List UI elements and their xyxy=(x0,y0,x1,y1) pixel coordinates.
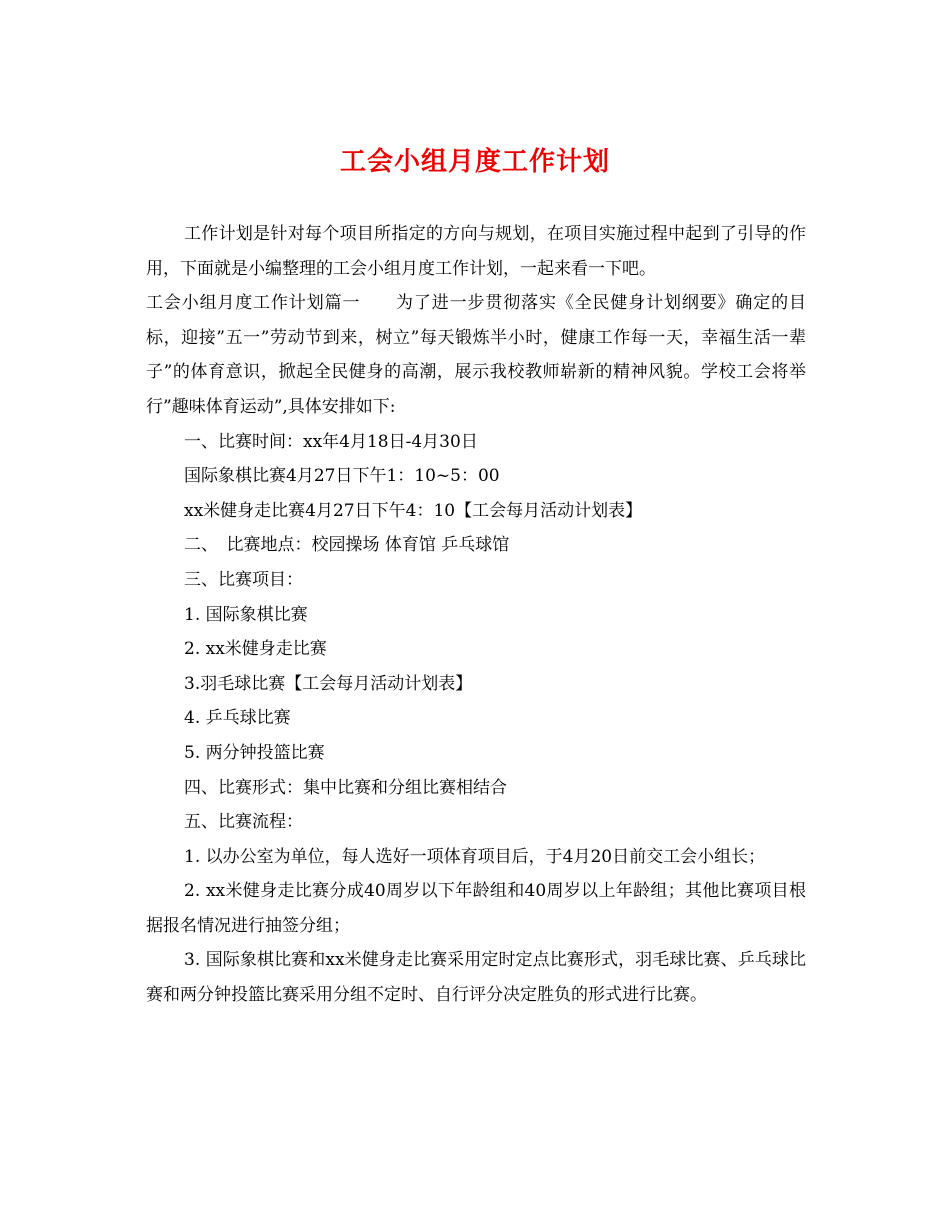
process-step: 1. 以办公室为单位，每人选好一项体育项目后，于4月20日前交工会小组长； xyxy=(184,846,766,867)
list-item: 4. 乒乓球比赛 xyxy=(184,708,291,729)
process-step: 3. 国际象棋比赛和xx米健身走比赛采用定时定点比赛形式，羽毛球比赛、乒乓球比赛和两分钟投篮比赛采用分组不定时、自行评分决定胜负的形式进行比赛。 xyxy=(146,950,806,1006)
list-item: 3.羽毛球比赛【工会每月活动计划表】 xyxy=(184,673,473,694)
document-body xyxy=(146,217,806,1013)
match-process-heading: 五、比赛流程： xyxy=(184,812,303,833)
list-item: 1. 国际象棋比赛 xyxy=(184,604,308,625)
match-time-line: 一、比赛时间：xx年4月18日-4月30日 xyxy=(184,431,478,452)
process-step: 2. xx米健身走比赛分成40周岁以下年龄组和40周岁以上年龄组；其他比赛项目根据报名情况进行抽签分组； xyxy=(146,881,806,936)
list-item: 5. 两分钟投篮比赛 xyxy=(184,742,325,763)
document-title: 工会小组月度工作计划 xyxy=(339,147,610,177)
walk-time-line: xx米健身走比赛4月27日下午4：10【工会每月活动计划表】 xyxy=(184,500,643,521)
chess-time-line: 国际象棋比赛4月27日下午1：10~5：00 xyxy=(184,466,500,487)
match-venue-line: 二、 比赛地点：校园操场 体育馆 乒乓球馆 xyxy=(184,535,510,556)
match-format-line: 四、比赛形式：集中比赛和分组比赛相结合 xyxy=(184,777,507,798)
intro-paragraph: 工作计划是针对每个项目所指定的方向与规划，在项目实施过程中起到了引导的作用，下面就是小编整理的工会小组月度工作计划，一起来看一下吧。 xyxy=(146,224,806,279)
list-item: 2. xx米健身走比赛 xyxy=(184,639,327,660)
section-one-paragraph: 工会小组月度工作计划篇一 为了进一步贯彻落实《全民健身计划纲要》确定的目标，迎接”五一”劳动节到来，树立”每天锻炼半小时，健康工作每一天，幸福生活一辈子”的体育意识，掀起全民健身的高潮，展示我校教师崭新的精神风貌。学校工会将举行”趣味体育运动”,具体安排如下: xyxy=(146,293,806,417)
match-items-heading: 三、比赛项目： xyxy=(184,569,303,590)
